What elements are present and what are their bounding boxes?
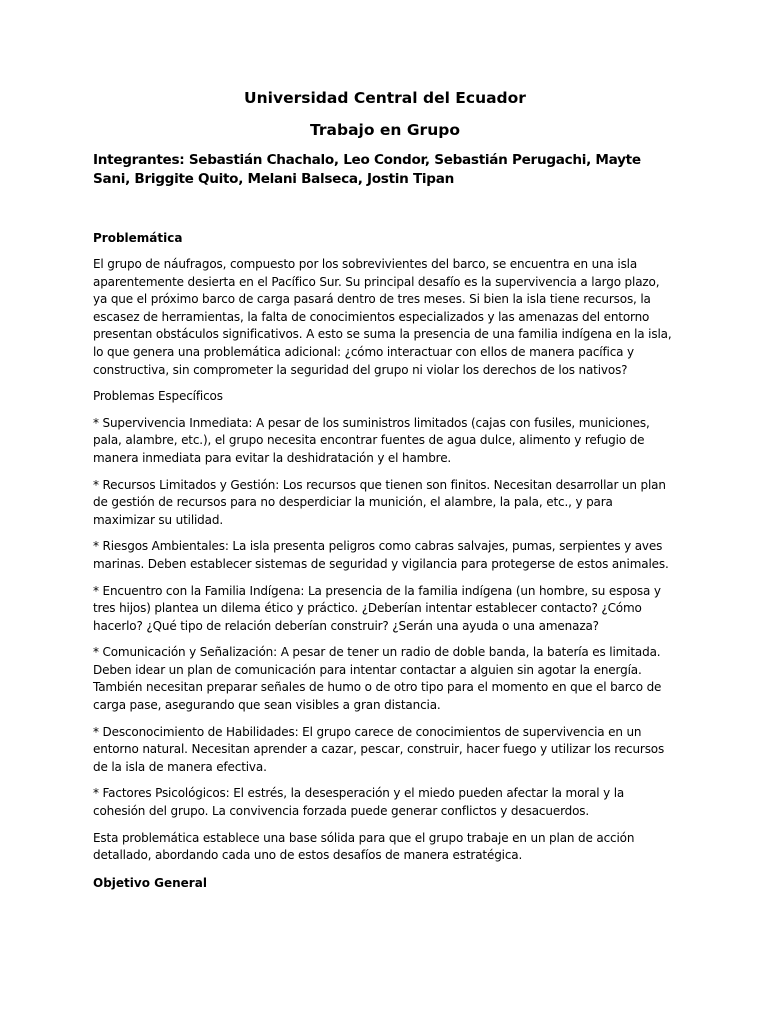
problem-item: * Comunicación y Señalización: A pesar de tener un radio de doble banda, la batería es limitada. Deben idear un plan de comunicación para intentar contactar a alguien sin agotar la energía. También necesitan preparar señales de humo o de otro tipo para el momento en que el barco de carga pase, asegurando que sean visibles a gran distancia. xyxy=(93,645,662,713)
problem-intro: El grupo de náufragos, compuesto por los sobrevivientes del barco, se encuentra en una isla aparentemente desierta en el Pacífico Sur. Su principal desafío es la supervivencia a largo plazo, ya que el próximo barco de carga pasará dentro de tres meses. Si bien la isla tiene recursos, la escasez de herramientas, la falta de conocimientos especializados y las amenazas del entorno presentan obstáculos significativos. A esto se suma la presencia de una familia indígena en la isla, lo que genera una problemática adicional: ¿cómo interactuar con ellos de manera pacífica y constructiva, sin comprometer la seguridad del grupo ni violar los derechos de los nativos? xyxy=(93,257,672,377)
objective-heading: Objetivo General xyxy=(93,875,207,890)
document-page xyxy=(93,88,677,901)
university-title: Universidad Central del Ecuador xyxy=(244,89,526,107)
problem-item: * Factores Psicológicos: El estrés, la desesperación y el miedo pueden afectar la moral y la cohesión del grupo. La convivencia forzada puede generar conflictos y desacuerdos. xyxy=(93,786,625,819)
problem-item: * Riesgos Ambientales: La isla presenta peligros como cabras salvajes, pumas, serpientes y aves marinas. Deben establecer sistemas de seguridad y vigilancia para protegerse de estos animales. xyxy=(93,539,669,571)
members-line: Integrantes: Sebastián Chachalo, Leo Condor, Sebastián Perugachi, Mayte Sani, Briggite Quito, Melani Balseca, Jostin Tipan xyxy=(93,152,641,187)
closing-paragraph: Esta problemática establece una base sólida para que el grupo trabaje en un plan de acción detallado, abordando cada uno de estos desafíos de manera estratégica. xyxy=(93,830,635,863)
problem-item: * Encuentro con la Familia Indígena: La presencia de la familia indígena (un hombre, su esposa y tres hijos) plantea un dilema ético y práctico. ¿Deberían intentar establecer contacto? ¿Cómo hacerlo? ¿Qué tipo de relación deberían construir? ¿Serán una ayuda o una amenaza? xyxy=(93,583,661,633)
problem-item: * Supervivencia Inmediata: A pesar de los suministros limitados (cajas con fusiles, municiones, pala, alambre, etc.), el grupo necesita encontrar fuentes de agua dulce, alimento y refugio de manera inmediata para evitar la deshidratación y el hambre. xyxy=(93,415,650,465)
document-subtitle: Trabajo en Grupo xyxy=(310,121,460,139)
problem-heading: Problemática xyxy=(93,231,183,245)
problem-item: * Recursos Limitados y Gestión: Los recursos que tienen son finitos. Necesitan desarrollar un plan de gestión de recursos para no desperdiciar la munición, el alambre, la pala, etc., y para maximizar su utilidad. xyxy=(93,477,666,527)
problem-item: * Desconocimiento de Habilidades: El grupo carece de conocimientos de supervivencia en un entorno natural. Necesitan aprender a cazar, pescar, construir, hacer fuego y utilizar los recursos de la isla de manera efectiva. xyxy=(93,724,665,774)
specific-problems-heading: Problemas Específicos xyxy=(93,389,223,404)
